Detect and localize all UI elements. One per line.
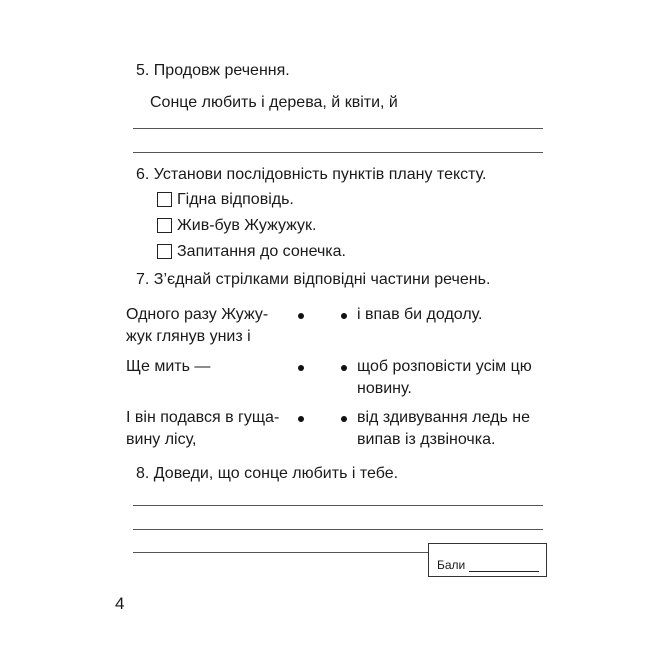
task7-left-1-line-1: Одного разу Жужу- xyxy=(126,306,269,323)
score-input-line[interactable] xyxy=(469,571,539,572)
task7-right-2-line-1: щоб розповісти усім цю xyxy=(357,358,532,375)
task5-answer-line-1[interactable] xyxy=(133,128,543,129)
task6-checkbox-2[interactable] xyxy=(157,218,172,233)
task7-right-1-line-1: і впав би додолу. xyxy=(357,306,483,323)
task8-title: 8. Доведи, що сонце любить і тебе. xyxy=(136,465,399,482)
task6-checkbox-1[interactable] xyxy=(157,192,172,207)
task7-left-dot-1[interactable] xyxy=(298,313,304,319)
task8-answer-line-1[interactable] xyxy=(133,505,543,506)
task7-right-3-line-1: від здивування ледь не xyxy=(357,409,530,426)
task5-answer-line-2[interactable] xyxy=(133,152,543,153)
task7-left-3-line-2: вину лісу, xyxy=(126,431,197,448)
task7-left-dot-2[interactable] xyxy=(298,365,304,371)
page-number: 4 xyxy=(115,594,125,613)
task6-item-2: Жив-був Жужужук. xyxy=(177,217,317,234)
task6-checkbox-3[interactable] xyxy=(157,244,172,259)
score-label: Бали xyxy=(437,558,466,572)
task7-right-dot-1[interactable] xyxy=(341,313,347,319)
task6-item-1: Гідна відповідь. xyxy=(177,191,294,208)
task7-left-1-line-2: жук глянув униз і xyxy=(126,328,251,345)
score-box xyxy=(428,543,547,577)
task7-right-dot-3[interactable] xyxy=(341,416,347,422)
task7-left-2-line-1: Ще мить — xyxy=(126,358,211,375)
task8-answer-line-3[interactable] xyxy=(133,552,428,553)
task7-right-3-line-2: випав із дзвіночка. xyxy=(357,431,496,448)
task7-title: 7. З’єднай стрілками відповідні частини речень. xyxy=(136,271,491,288)
task7-right-2-line-2: новину. xyxy=(357,380,412,397)
task8-answer-line-2[interactable] xyxy=(133,529,543,530)
task5-sentence: Сонце любить і дерева, й квіти, й xyxy=(150,94,398,111)
task7-left-3-line-1: І він подався в гуща- xyxy=(126,409,280,426)
task6-title: 6. Установи послідовність пунктів плану тексту. xyxy=(136,166,487,183)
task5-title: 5. Продовж речення. xyxy=(136,62,290,79)
task6-item-3: Запитання до сонечка. xyxy=(177,243,346,260)
task7-left-dot-3[interactable] xyxy=(298,416,304,422)
task7-right-dot-2[interactable] xyxy=(341,365,347,371)
